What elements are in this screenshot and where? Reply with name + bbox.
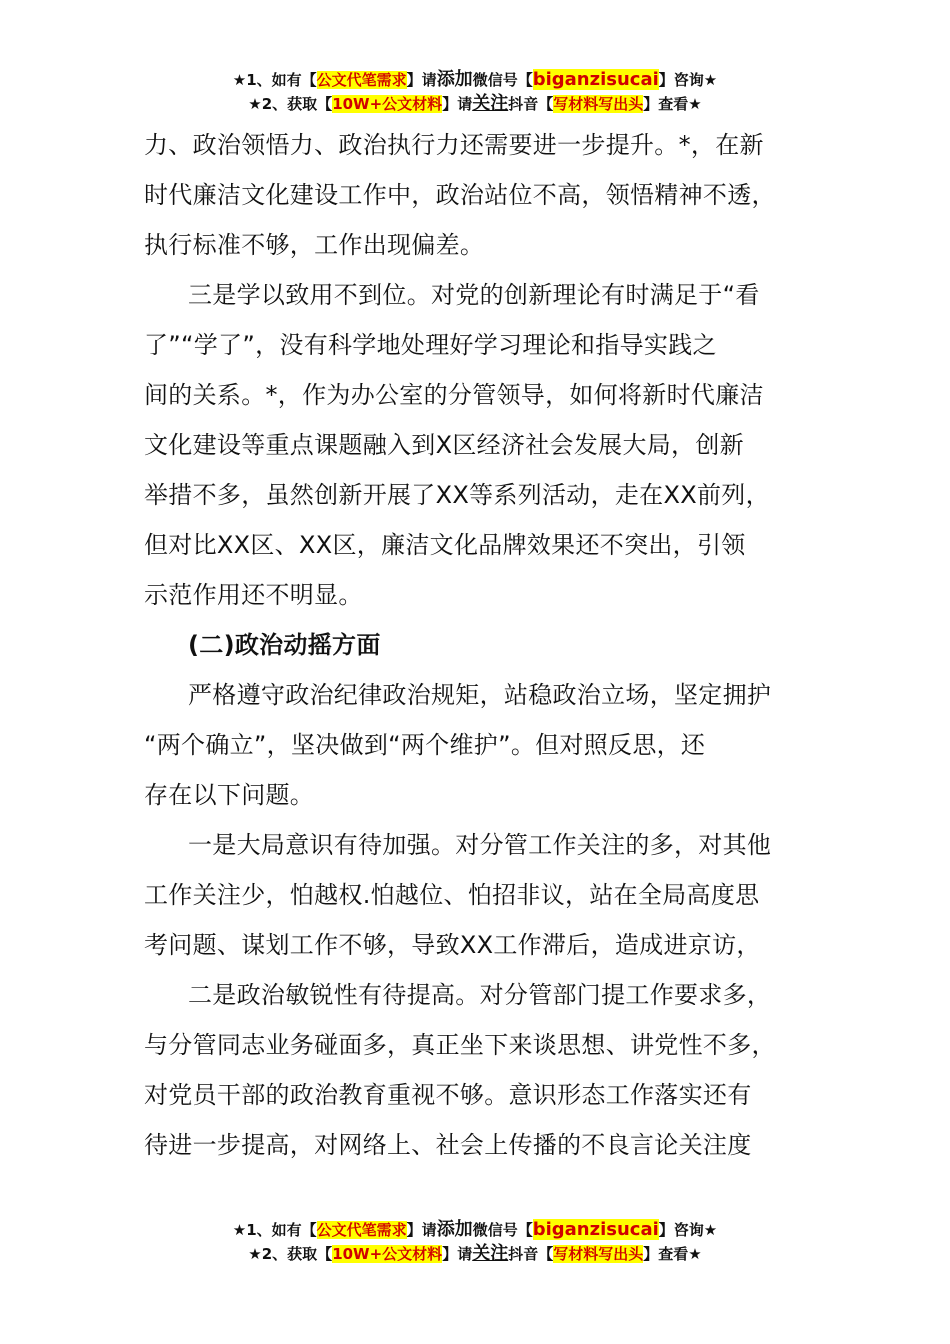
body-line: 工作关注少，怕越权.怕越位、怕招非议，站在全局高度思 xyxy=(144,881,760,909)
banner-text: ★2、获取【 xyxy=(248,1245,333,1263)
section-heading: (二)政治动摇方面 xyxy=(188,631,381,659)
banner-text: 】请 xyxy=(406,71,437,89)
body-line: 时代廉洁文化建设工作中，政治站位不高，领悟精神不透， xyxy=(144,181,776,209)
banner-line-2 xyxy=(0,1242,950,1266)
wechat-id: biganzisucai xyxy=(532,69,659,90)
banner-highlight: 公文代笔需求 xyxy=(316,1221,407,1239)
banner-text: 】请 xyxy=(442,95,473,113)
bottom-banner xyxy=(0,1218,950,1266)
body-line: 存在以下问题。 xyxy=(144,781,315,809)
banner-text: ★1、如有【 xyxy=(232,1221,317,1239)
banner-text: 】咨询★ xyxy=(658,1221,718,1239)
paragraph-start: 二是政治敏锐性有待提高。对分管部门提工作要求多， xyxy=(188,981,772,1009)
banner-text: ★1、如有【 xyxy=(232,71,317,89)
banner-text: 添加 xyxy=(436,1219,473,1240)
body-line: “两个确立”，坚决做到“两个维护”。但对照反思，还 xyxy=(144,731,706,759)
body-line: 与分管同志业务碰面多，真正坐下来谈思想、讲党性不多， xyxy=(144,1031,776,1059)
banner-text: 抖音【 xyxy=(508,95,554,113)
banner-line-1 xyxy=(0,1218,950,1242)
banner-text: ★2、获取【 xyxy=(248,95,333,113)
paragraph-start: 一是大局意识有待加强。对分管工作关注的多，对其他 xyxy=(188,831,772,859)
banner-text: 】请 xyxy=(442,1245,473,1263)
banner-text: 添加 xyxy=(436,69,473,90)
document-body xyxy=(144,120,834,1170)
body-line: 举措不多，虽然创新开展了XX等系列活动，走在XX前列， xyxy=(144,481,770,509)
body-line: 力、政治领悟力、政治执行力还需要进一步提升。*，在新 xyxy=(144,131,764,159)
body-line: 考问题、谋划工作不够，导致XX工作滞后，造成进京访， xyxy=(144,931,761,959)
banner-text: 抖音【 xyxy=(508,1245,554,1263)
banner-text: 】请 xyxy=(406,1221,437,1239)
douyin-id: 写材料写出头 xyxy=(553,1245,644,1263)
banner-text: 】查看★ xyxy=(643,95,702,113)
paragraph-start: 三是学以致用不到位。对党的创新理论有时满足于“看 xyxy=(188,281,760,309)
body-line: 文化建设等重点课题融入到X区经济社会发展大局，创新 xyxy=(144,431,744,459)
body-line: 示范作用还不明显。 xyxy=(144,581,363,609)
banner-text: 微信号【 xyxy=(472,71,533,89)
body-line: 执行标准不够，工作出现偏差。 xyxy=(144,231,485,259)
douyin-id: 写材料写出头 xyxy=(553,95,644,113)
top-banner xyxy=(0,68,950,116)
body-line: 但对比XX区、XX区，廉洁文化品牌效果还不突出，引领 xyxy=(144,531,746,559)
banner-line-1 xyxy=(0,68,950,92)
body-line: 间的关系。*，作为办公室的分管领导，如何将新时代廉洁 xyxy=(144,381,764,409)
banner-line-2 xyxy=(0,92,950,116)
body-line: 对党员干部的政治教育重视不够。意识形态工作落实还有 xyxy=(144,1081,752,1109)
body-line: 待进一步提高，对网络上、社会上传播的不良言论关注度 xyxy=(144,1131,752,1159)
banner-text: 关注 xyxy=(472,93,509,114)
banner-text: 关注 xyxy=(472,1243,509,1264)
banner-highlight: 公文代笔需求 xyxy=(316,71,407,89)
banner-highlight: 10W+公文材料 xyxy=(332,1245,443,1263)
body-line: 了”“学了”，没有科学地处理好学习理论和指导实践之 xyxy=(144,331,717,359)
banner-highlight: 10W+公文材料 xyxy=(332,95,443,113)
paragraph-start: 严格遵守政治纪律政治规矩，站稳政治立场，坚定拥护 xyxy=(188,681,772,709)
banner-text: 微信号【 xyxy=(472,1221,533,1239)
banner-text: 】咨询★ xyxy=(658,71,718,89)
banner-text: 】查看★ xyxy=(643,1245,702,1263)
wechat-id: biganzisucai xyxy=(532,1219,659,1240)
